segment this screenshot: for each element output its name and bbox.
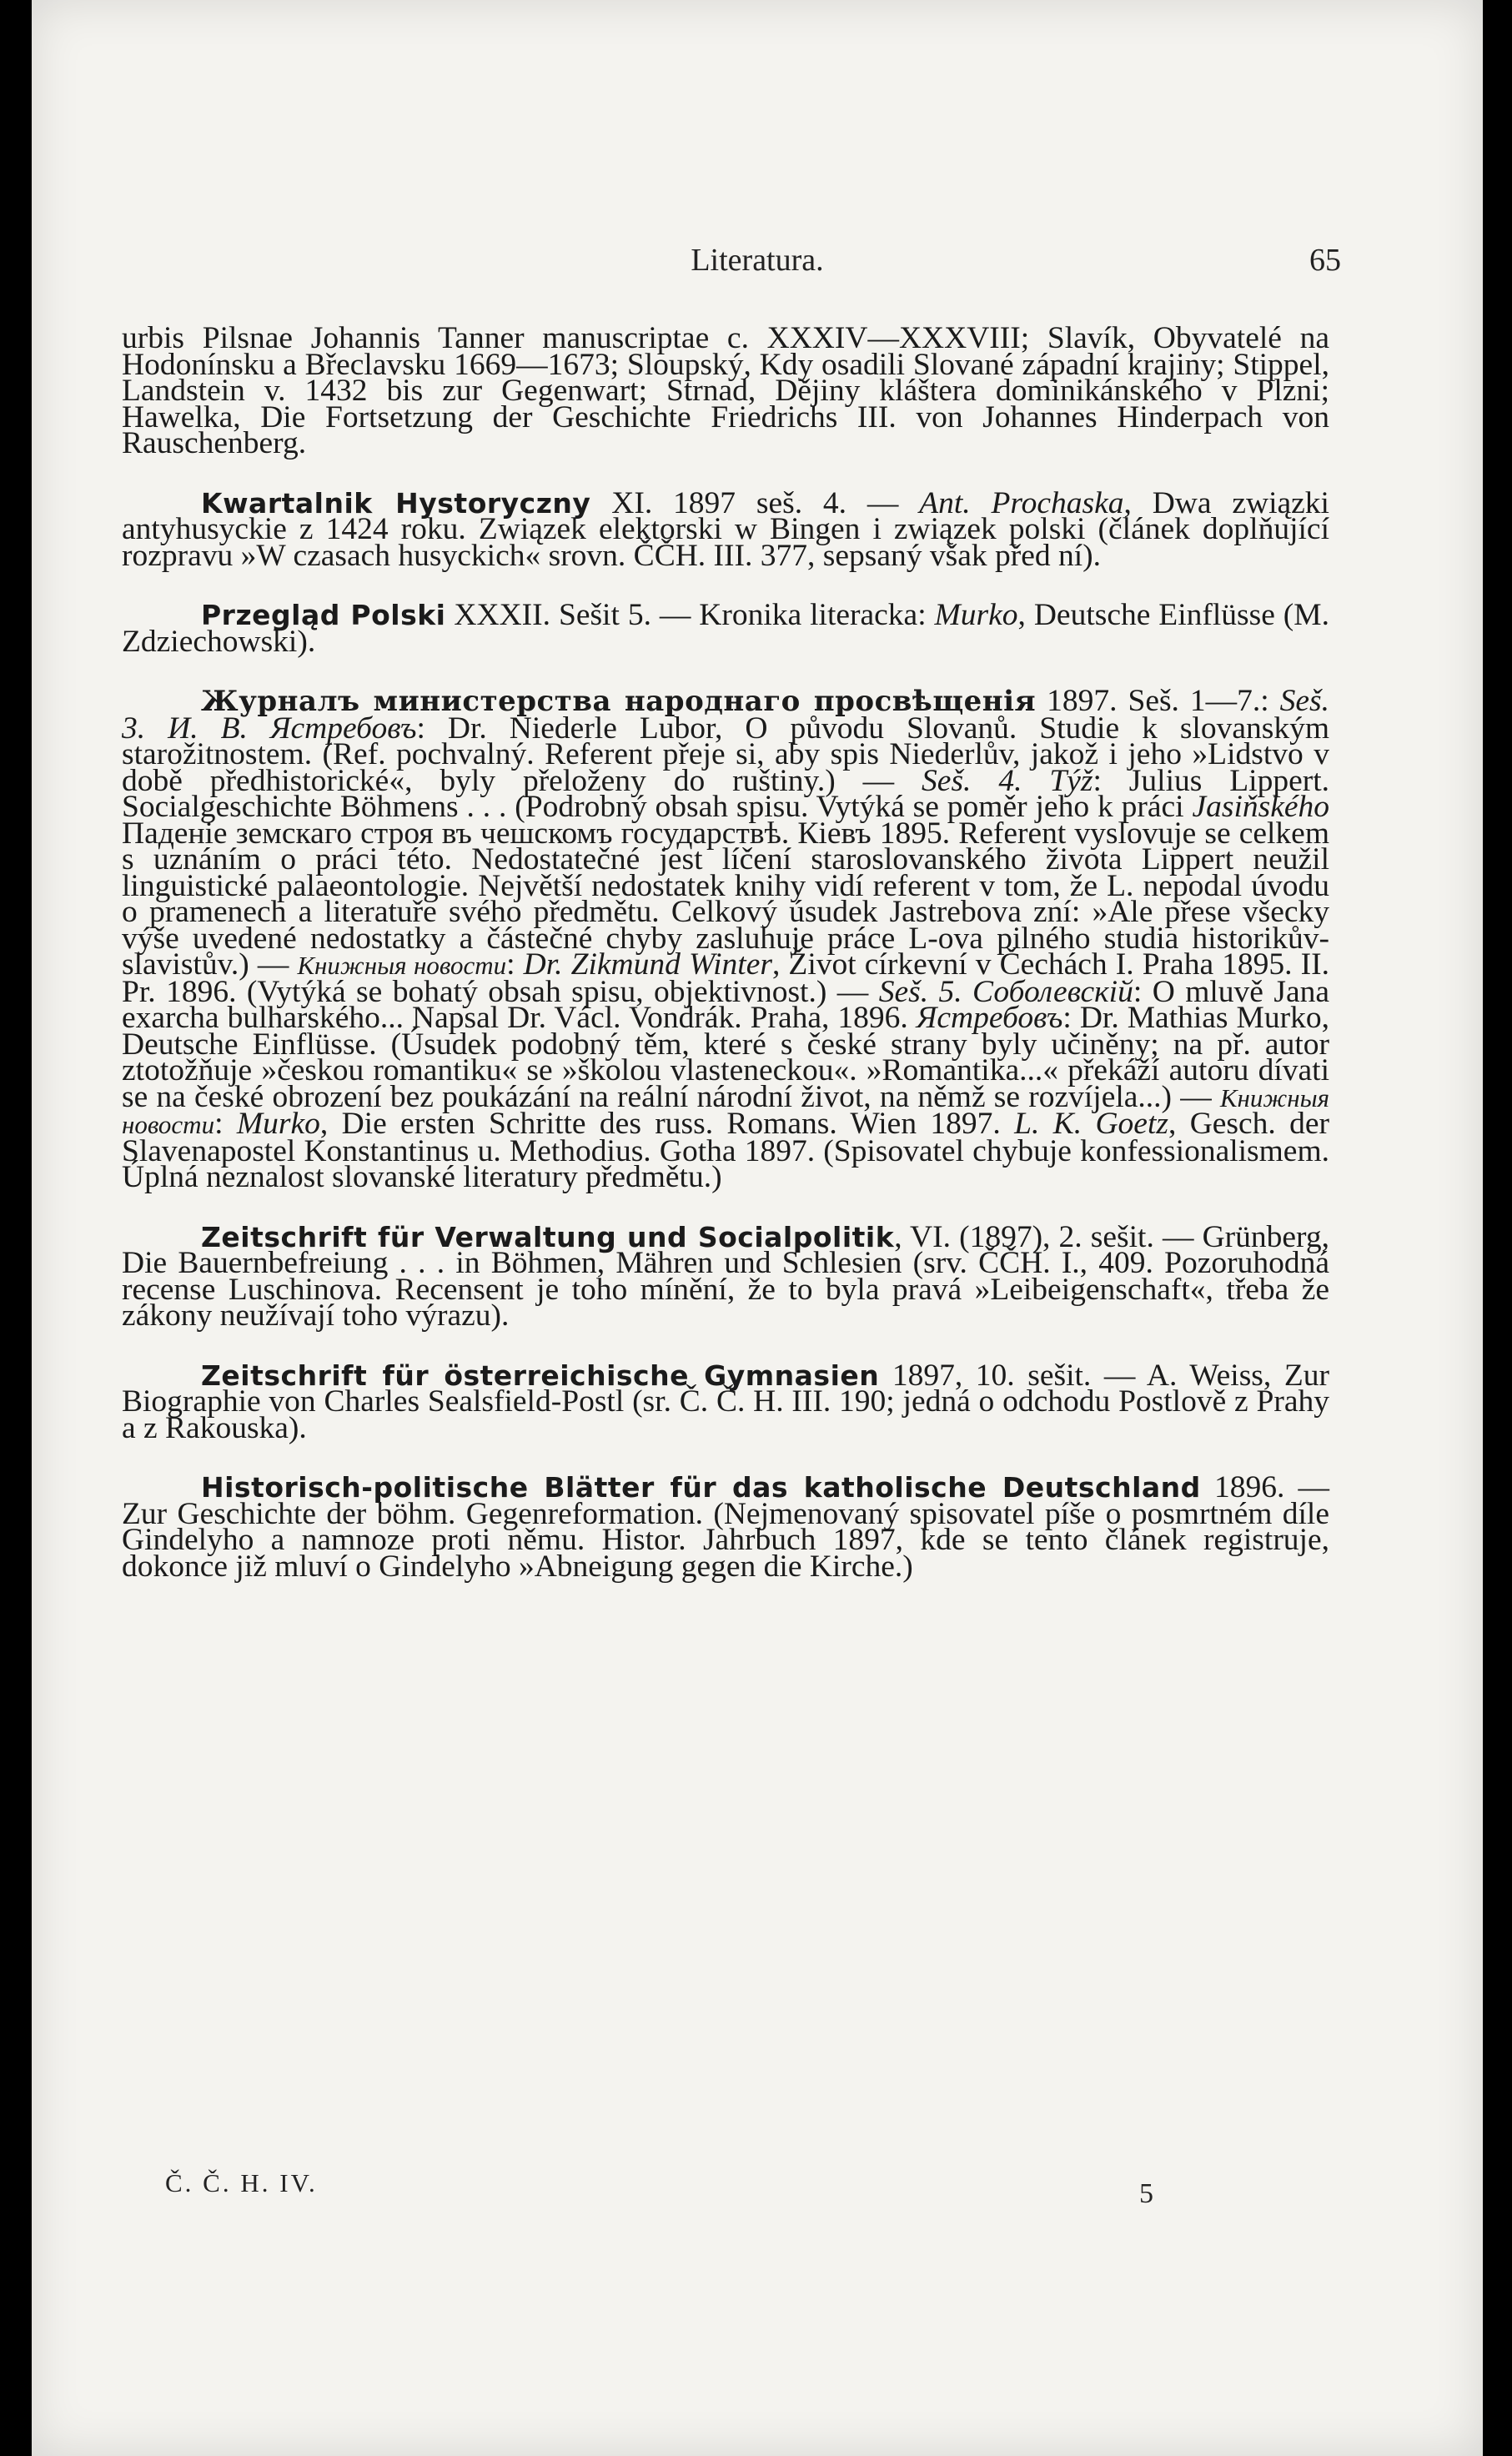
document-page	[32, 0, 1483, 2456]
journal-title: Przegląd Polski	[201, 599, 446, 631]
sheet-number: 5	[1139, 2178, 1153, 2209]
running-header	[32, 242, 1483, 292]
body-text	[122, 321, 1330, 1613]
sheet-signature: Č. Č. H. IV.	[165, 2168, 318, 2197]
author-name: Ant. Prochaska	[919, 485, 1124, 520]
paragraph-przeglad: Przegląd Polski XXXII. Sešit 5. — Kronika literacka: Murko, Deutsche Einflüsse (M. Zdziechowski).	[122, 598, 1329, 659]
journal-title: Zeitschrift für Verwaltung und Socialpolitik	[201, 1220, 895, 1253]
paragraph-zhurnal: Журналъ министерства народнаго просвѣщенія 1897. Seš. 1—7.: Seš. 3. И. В. Ястребовъ: Dr. Niederle Lubor, O původu Slovanů. Studie k slovanským starožitnostem. (Ref. pochvalný. Referent přeje si, aby spis Niederlův, jakož i jeho »Lidstvo v době předhistorické«, byly přeloženy do ruštiny.) — Seš. 4. Týž: Julius Lippert. Socialgeschichte Böhmens . . . (Podrobný obsah spisu. Vytýká se poměr jeho k práci Jasiňského Паденіе земскаго строя въ чешскомъ государствѣ. Кіевъ 1895. Referent vyslovuje se celkem s uznáním o práci této. Nedostatečné jest líčení staroslovanského života Lippert neužil linguistické palaeontologie. Největší nedostatek knihy vidí referent v tom, že L. nepodal úvodu o pramenech a literatuře svého předmětu. Celkový úsudek Jastrebova zní: »Ale přese všecky výše uvedené nedostatky a částečné chyby zasluhuje práce L-ova pilného studia historikův-slavistův.) — Книжныя новости: Dr. Zikmund Winter, Život církevní v Čechách I. Praha 1895. II. Pr. 1896. (Vytýká se bohatý obsah spisu, objektivnost.) — Seš. 5. Соболевскій: O mluvě Jana exarcha bulharského... Napsal Dr. Václ. Vondrák. Praha, 1896. Ястребовъ: Dr. Mathias Murko, Deutsche Einflüsse. (Úsudek podobný těm, které s české strany byly učiněny; na př. autor ztotožňuje »českou romantiku« se »školou vlasteneckou«. »Romantika...« překáží autoru dívati se na české obrození bez poukázání na reální národní život, na němž se rozvíjela...) — Книжныя новости: Murko, Die ersten Schritte des russ. Romans. Wien 1897. L. K. Goetz, Gesch. der Slavenapostel Konstantinus u. Methodius. Gotha 1897. (Spisovatel chybuje konfessionalismem. Úplná neznalost slovanské literatury předmětu.)	[122, 684, 1330, 1194]
journal-title: Zeitschrift für österreichische Gymnasien	[201, 1359, 880, 1392]
paragraph-continuation: urbis Pilsnae Johannis Tanner manuscriptae c. XXXIV—XXXVIII; Slavík, Obyvatelé na Hodonínsku a Břeclavsku 1669—1673; Sloupský, Kdy osadili Slované západní krajiny; Stippel, Landstein v. 1432 bis zur Gegenwart; Strnad, Dějiny kláštera dominikánského v Plzni; Hawelka, Die Fortsetzung der Geschichte Friedrichs III. von Johannes Hinderpach von Rauschenberg.	[122, 321, 1329, 460]
paragraph-historisch-politische: Historisch-politische Blätter für das katholische Deutschland 1896. — Zur Geschichte der böhm. Gegenreformation. (Nejmenovaný spisovatel píše o posmrtném díle Gindelyho a namnoze proti němu. Histor. Jahrbuch 1897, kde se tento článek registruje, dokonce již mluví o Gindelyho »Abneigung gegen die Kirche.)	[122, 1470, 1329, 1584]
page-number: 65	[1309, 243, 1341, 278]
journal-title: Historisch-politische Blätter für das katholische Deutschland	[201, 1471, 1201, 1504]
journal-title: Kwartalnik Hystoryczny	[201, 486, 591, 520]
running-title: Literatura.	[691, 243, 824, 278]
paragraph-zeitschrift-verwaltung: Zeitschrift für Verwaltung und Socialpolitik, VI. (1897), 2. sešit. — Grünberg, Die Bauernbefreiung . . . in Böhmen, Mähren und Schlesien (srv. ČČH. I., 409. Pozoruhodná recense Luschinova. Recensent je toho mínění, že to byla pravá »Leibeigenschaft«, třeba že zákony neužívají toho výrazu).	[122, 1219, 1329, 1333]
author-name: Murko	[934, 598, 1018, 632]
paragraph-zeitschrift-gymnasien: Zeitschrift für österreichische Gymnasien 1897, 10. sešit. — A. Weiss, Zur Biographie von Charles Sealsfield-Postl (sr. Č. Č. H. III. 190; jedná o odchodu Postlově z Prahy a z Rakouska).	[122, 1358, 1329, 1445]
paragraph-kwartalnik: Kwartalnik Hystoryczny XI. 1897 seš. 4. — Ant. Prochaska, Dwa związki antyhusyckie z 1424 roku. Związek elektorski w Bingen i związek polski (článek doplňující rozpravu »W czasach husyckich« srovn. ČČH. III. 377, sepsaný však před ní).	[122, 485, 1329, 573]
journal-title: Журналъ министерства народнаго просвѣщенія	[201, 685, 1037, 718]
